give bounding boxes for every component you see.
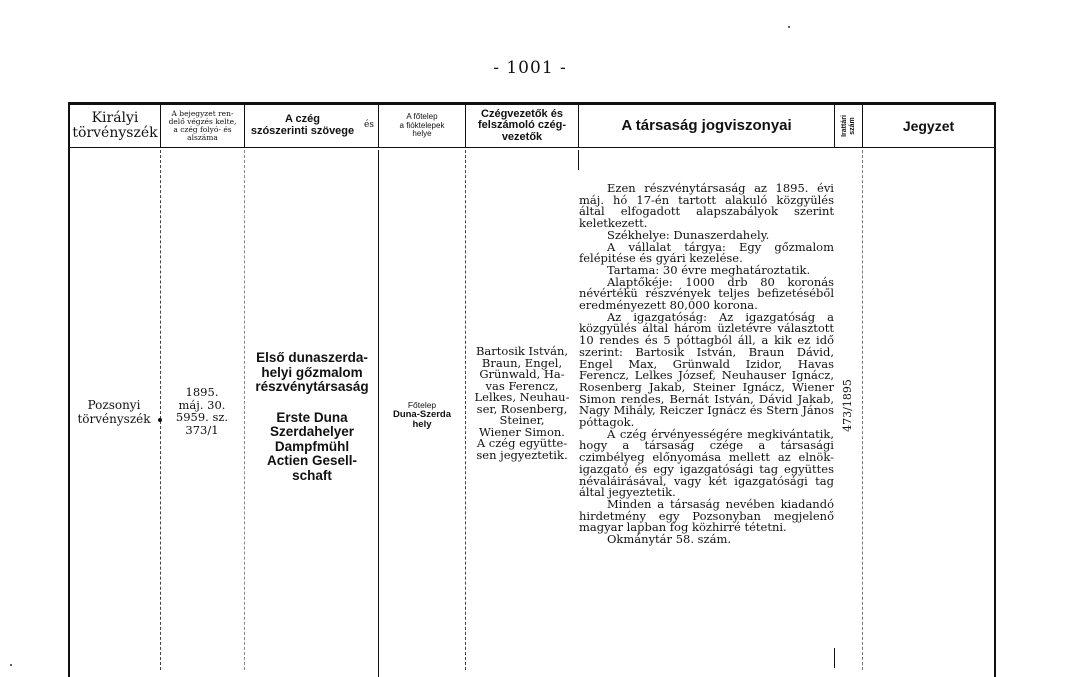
legal-paragraph: Ezen részvénytársaság az 1895. évi máj. hó 17-én tartott alakuló közgyülés által elfogadott alapszabályok szerint keletkezett. — [579, 181, 834, 231]
firm-name-de-line: Dampfmühl — [274, 438, 350, 454]
scan-speck — [10, 664, 12, 666]
registration-line: máj. 30. — [178, 397, 226, 412]
header-court-line: Királyi — [91, 110, 139, 127]
header-archive-line: szám — [848, 117, 856, 135]
body-separator — [834, 648, 835, 668]
header-seat-line: helye — [412, 129, 432, 139]
header-archive-line: Irattári — [840, 115, 848, 137]
legal-paragraph: Az igazgatóság: Az igazgatóság a közgyülés által három üzletévre választott 10 rendes és 5 póttagból áll, a kik ez idő szerint: Bartosik István, Braun Dávid, Engel Max, Grünwald Izidor, Havas Ferencz, Lelkes József, Neuhauser Ignácz, Rosenberg Jakab, Steiner Ignácz, Wiener Simon rendes, Bernát István, Dávid Jakab, Nagy Mihály, Reiczer Ignácz és Stern János póttagok. — [579, 309, 834, 430]
header-and — [360, 105, 378, 147]
directors-line: Wiener Simon. — [479, 424, 565, 439]
firm-name-de-line: Erste Duna — [276, 409, 348, 425]
body-separator — [160, 150, 161, 670]
table-right-border — [994, 102, 996, 677]
seat-value-line: hely — [412, 419, 432, 430]
registration-line: 373/1 — [185, 422, 219, 437]
header-firm-text-line: szószerinti szövege — [250, 125, 355, 137]
header-seat-line: A főtelep — [406, 112, 438, 122]
body-separator — [578, 150, 579, 170]
legal-paragraph: A vállalat tárgya: Egy gőzmalom felépitése és gyári kezelése. — [579, 239, 834, 266]
directors-line: Grünwald, Ha- — [479, 367, 565, 381]
table-left-border — [68, 102, 70, 677]
legal-paragraph: Alaptőkéje: 1000 drb 80 koronás névértékü részvények teljes befizetéséből eredményezett 80,000 korona. — [579, 274, 834, 313]
header-court — [70, 105, 160, 147]
header-firm-text — [245, 105, 360, 147]
firm-name-de-line: Szerdahelyer — [269, 424, 355, 439]
body-separator — [378, 150, 379, 677]
header-registration-line: delő végzés kelte, — [168, 117, 237, 127]
directors-line: A czég együtte- — [476, 436, 568, 450]
header-registration-line: a czég folyó- és — [173, 125, 232, 134]
header-seat-line: a fióktelepek — [399, 120, 445, 130]
directors-line: ser, Rosenberg, — [476, 401, 568, 416]
header-directors-line: felszámoló czég- — [477, 119, 567, 132]
legal-paragraph: Okmánytár 58. szám. — [607, 532, 732, 547]
legal-relations-cell — [579, 183, 834, 546]
body-separator — [862, 150, 863, 670]
archive-number-cell — [833, 355, 861, 455]
court-cell — [71, 398, 157, 426]
header-archive — [835, 105, 862, 147]
directors-line: sen jegyeztetik. — [476, 447, 568, 462]
directors-line: Bartosik István, — [475, 344, 569, 358]
header-registration — [161, 105, 244, 147]
header-note — [863, 105, 994, 147]
header-directors-line: Czégvezetők és — [481, 107, 563, 120]
header-legal — [579, 105, 834, 147]
archive-number: 473/1895 — [840, 378, 854, 432]
header-directors — [466, 105, 578, 147]
header-directors-line: vezetők — [501, 130, 543, 143]
registration-cell — [163, 386, 241, 436]
firm-name-de-line: Actien Gesell- — [266, 453, 358, 468]
directors-line: Lelkes, Neuhau- — [474, 390, 570, 404]
registration-line: 1895. — [185, 385, 219, 399]
header-court-line: törvényszék — [72, 125, 158, 141]
legal-paragraph: Tartama: 30 évre meghatároztatik. — [607, 262, 811, 277]
court-cell-line: Pozsonyi — [87, 398, 141, 412]
registration-line: 5959. sz. — [175, 410, 229, 424]
firm-name-hu-line: részvénytársaság — [255, 379, 369, 394]
legal-paragraph: Székhelye: Dunaszerdahely. — [607, 227, 770, 242]
header-firm-text-line: A czég — [284, 113, 321, 126]
directors-line: Braun, Engel, — [481, 355, 563, 370]
header-seat — [379, 105, 465, 147]
header-and-text: és — [364, 120, 374, 131]
seat-cell — [380, 400, 464, 430]
header-registration-line: A bejegyzet ren- — [171, 109, 234, 119]
firm-name-de-line: schaft — [292, 467, 332, 483]
header-legal-text: A társaság jogviszonyai — [621, 117, 792, 135]
directors-line: vas Ferencz, — [485, 378, 559, 393]
header-note-text: Jegyzet — [902, 117, 955, 134]
scan-speck — [788, 26, 790, 28]
row-bullet — [158, 418, 162, 422]
seat-label: Főtelep — [407, 400, 437, 410]
seat-value-line: Duna-Szerda — [392, 409, 452, 420]
court-cell-line: törvényszék — [77, 412, 151, 426]
firm-name-cell — [246, 351, 378, 483]
firm-name-hu-line: Első dunaszerda- — [256, 350, 368, 365]
legal-paragraph: Minden a társaság nevében kiadandó hirdetmény egy Pozsonyban megjelenő magyar lapban fog közhirré tétetni. — [579, 496, 834, 535]
directors-line: Steiner, — [499, 413, 545, 427]
header-bottom-border — [68, 147, 996, 148]
page-number: - 1001 - — [493, 58, 567, 78]
legal-paragraph: A czég érvényességére megkivántatik, hogy a társaság czége a társasági czimbélyeg előnyomása mellett az elnök-igazgató és egy igazgatósági tag együttes névaláirásával, vagy két igazgatósági tag által jegyeztetik. — [579, 426, 834, 500]
header-registration-line: alszáma — [187, 132, 218, 142]
firm-name-hu-line: helyi gőzmalom — [261, 364, 363, 380]
body-separator — [244, 150, 245, 670]
directors-cell — [466, 346, 578, 461]
